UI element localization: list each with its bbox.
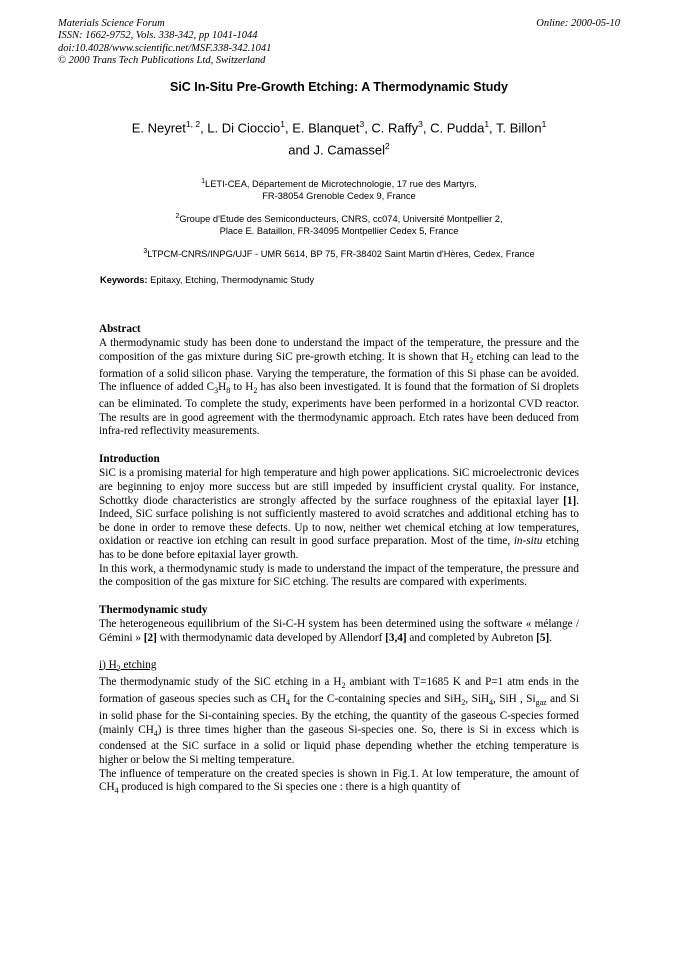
affiliation-mark-3: 3 [143, 248, 148, 256]
affiliation-3-text-1: LTPCM-CNRS/INPG/UJF - UMR 5614, BP 75, FR-38402 Saint Martin d'Hères, Cedex, France [147, 249, 535, 260]
affiliation-2-text-1: Groupe d'Etude des Semiconducteurs, CNRS, cc074, Université Montpellier 2, [179, 214, 503, 225]
journal-header [58, 18, 620, 68]
page-title: SiC In-Situ Pre-Growth Etching: A Thermodynamic Study [170, 79, 508, 94]
page-content [58, 18, 620, 798]
keywords-label: Keywords: [100, 274, 148, 285]
author-name-2: , L. Di Cioccio [200, 119, 281, 135]
abstract-heading: Abstract [99, 322, 141, 335]
abstract-paragraph: A thermodynamic study has been done to understand the impact of the temperature, the pressure and the composition of the gas mixture during SiC pre-growth etching. It is shown that $H_2$ etching can lead to the formation of a solid silicon phase. Varying the temperature, the formation of this Si phase can be avoided. The influence of added $C_3H_8$ to $H_2$ has also been investigated. It is found that the formation of Si droplets can be eliminated. To complete the study, experiments have been performed in a horizontal CVD reactor. The results are in good agreement with the thermodynamic approach. Etch rates have been deduced from infra-red reflectivity measurements. [99, 337, 580, 438]
author-affil-mark-2: 1 [280, 118, 285, 129]
keywords-value: Epitaxy, Etching, Thermodynamic Study [150, 274, 315, 285]
affiliation-1 [58, 176, 620, 202]
affiliation-3-line-1 [58, 246, 620, 260]
affiliation-2-line-2: Place E. Bataillon, FR-34095 Montpellier Cedex 5, France [219, 226, 459, 237]
keywords [100, 275, 620, 285]
author-name-5: , C. Pudda [422, 119, 485, 135]
author-affil-mark-3: 3 [359, 118, 365, 129]
affiliation-1-text-1: LETI-CEA, Département de Microtechnologie, 17 rue des Martyrs, [205, 179, 477, 190]
author-name-3: , E. Blanquet [285, 119, 360, 135]
introduction-paragraph-2: In this work, a thermodynamic study is made to understand the impact of the temperature, the pressure and the composition of the gas mixture for SiC etching. The results are compared with experiments. [99, 562, 579, 589]
thermodynamic-study-heading: Thermodynamic study [99, 603, 208, 616]
affiliation-1-line-2: FR-38054 Grenoble Cedex 9, France [262, 191, 416, 202]
affiliation-1-line-1 [58, 176, 620, 190]
journal-copyright: © 2000 Trans Tech Publications Ltd, Switzerland [58, 55, 266, 67]
thermodynamic-study-paragraph-1: The heterogeneous equilibrium of the Si-C-H system has been determined using the software « mélange / Gémini » [2] with thermodynamic data developed by Allendorf [3,4] and completed by Aubreton [5]. [99, 618, 579, 644]
author-list [58, 115, 620, 160]
affiliation-2-line-1 [58, 211, 620, 225]
affiliation-list [58, 176, 620, 260]
online-date: Online: 2000-05-10 [536, 18, 620, 29]
author-line-2 [58, 137, 620, 159]
author-affil-mark-1: 1, 2 [185, 118, 201, 129]
author-affil-mark-7: 2 [385, 140, 390, 151]
journal-name: Materials Science Forum [58, 18, 165, 29]
introduction-paragraph-1: SiC is a promising material for high temperature and high power applications. SiC microelectronic devices are beginning to enjoy more success but are still impeded by insufficient crystal quality. For instance, Schottky diode characteristics are strongly affected by the surface roughness of the epitaxial layer [1]. Indeed, SiC surface polishing is not sufficiently mastered to avoid scratches and additional etching has to be done in order to remove these defects. Up to now, neither wet chemical etching at low temperatures, oxidation or reactive ion etching can result in good surface preparation. Most of the time, in-situ etching has to be done before epitaxial layer growth. [99, 467, 579, 561]
affiliation-mark-2: 2 [175, 213, 180, 221]
journal-doi: doi:10.4028/www.scientific.net/MSF.338-342.1041 [58, 42, 272, 54]
h2-etching-paragraph-2: The influence of temperature on the created species is shown in Fig.1. At low temperature, the amount of $CH_4$ produced is high compared to the Si species one : there is a high quantity of [99, 767, 579, 796]
author-line-1 [58, 115, 620, 137]
author-affil-mark-6: 1 [541, 118, 547, 129]
author-affil-mark-4: 3 [418, 118, 423, 129]
affiliation-2 [58, 211, 620, 237]
author-name-4: , C. Raffy [364, 119, 419, 135]
author-name-7: and J. Camassel [288, 142, 386, 158]
author-name-6: , T. Billon [489, 119, 542, 135]
article-body [99, 323, 579, 798]
author-name-1: E. Neyret [131, 119, 186, 135]
affiliation-mark-1: 1 [201, 178, 206, 186]
h2-etching-heading: i) $H_2$ etching [99, 658, 157, 673]
author-affil-mark-5: 1 [484, 118, 490, 129]
affiliation-3 [58, 246, 620, 260]
h2-etching-paragraph-1: The thermodynamic study of the SiC etching in a $H_2$ ambiant with T=1685 K and P=1 atm ends in the formation of gaseous species such as $CH_4$ for the C-containing species and SiH$_2$, SiH$_4$, SiH , $Si_{gaz}$ and Si in solid phase for the Si-containing species. By the etching, the quantity of the gaseous C-species formed (mainly $CH_4$) is three times higher than the gaseous Si-species one. So, there is Si in excess which is condensed at the SiC surface in a solid or liquid phase depending whether the etching temperature is higher or below the Si melting temperature. [99, 676, 579, 766]
journal-issn: ISSN: 1662-9752, Vols. 338-342, pp 1041-1044 [58, 30, 258, 42]
introduction-heading: Introduction [99, 452, 160, 465]
